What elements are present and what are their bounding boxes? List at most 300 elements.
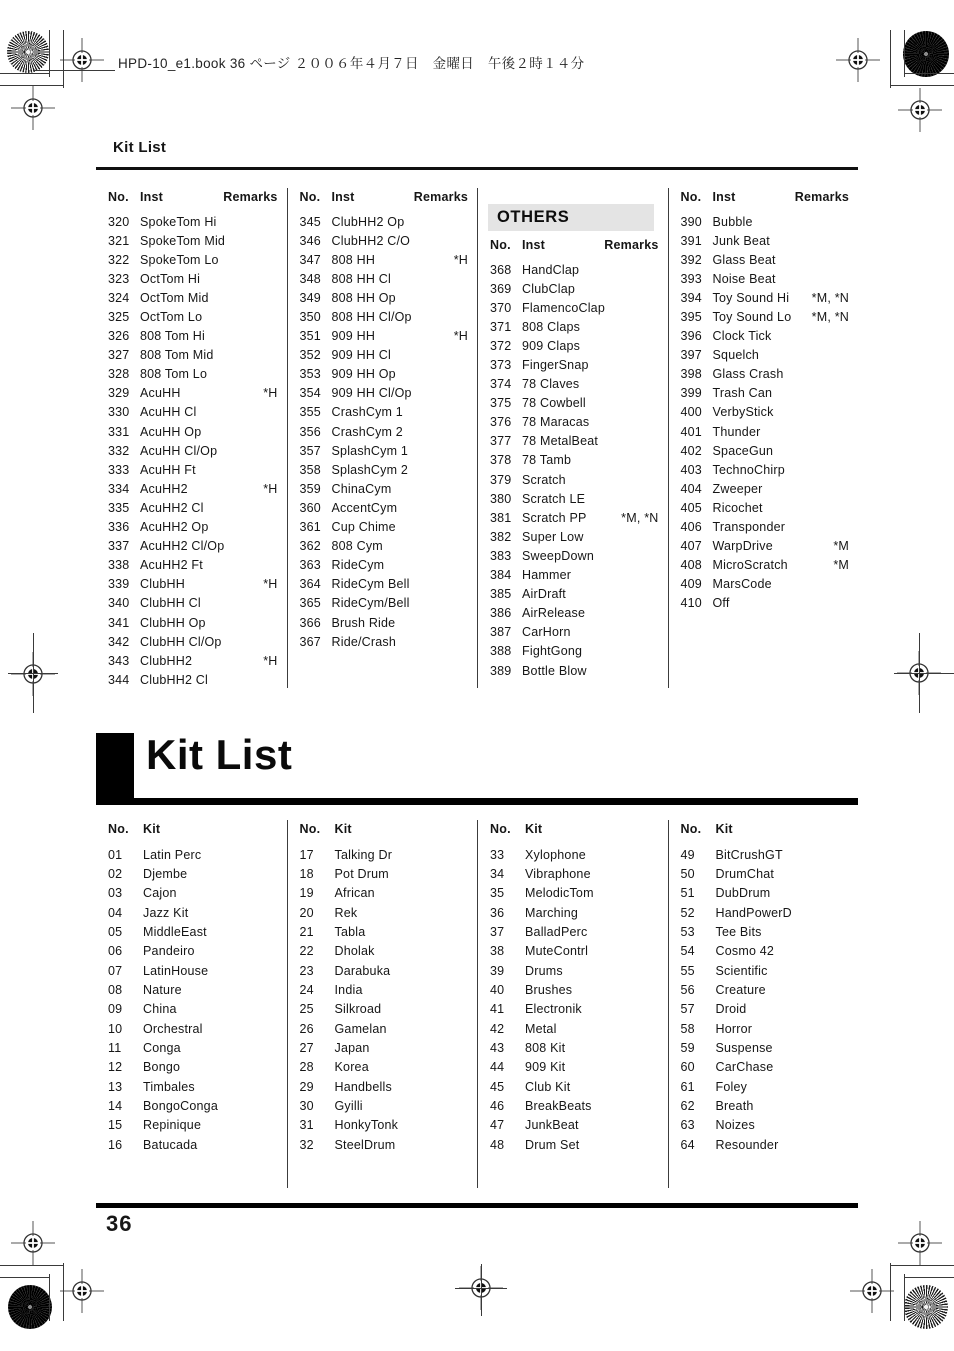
others-heading: OTHERS — [488, 204, 654, 231]
kit-row — [681, 1116, 850, 1135]
inst-name: HandClap — [522, 262, 580, 277]
inst-row — [300, 212, 469, 231]
inst-name: ClubHH2 Op — [331, 214, 405, 229]
kit-name: Drum Set — [525, 1137, 580, 1152]
kit-name: LatinHouse — [143, 963, 209, 978]
inst-remark: *H — [263, 481, 278, 496]
kit-row — [490, 1000, 659, 1019]
inst-name: Glass Beat — [712, 252, 776, 267]
kit-name: Xylophone — [525, 847, 586, 862]
kit-name: 909 Kit — [525, 1060, 566, 1075]
inst-name: Junk Beat — [712, 233, 770, 248]
inst-number: 330 — [108, 405, 130, 420]
inst-name: ClubHH2 Cl — [140, 672, 208, 687]
sunburst-icon — [8, 1285, 52, 1329]
inst-row — [681, 594, 850, 613]
kit-row — [681, 1019, 850, 1038]
inst-row — [681, 365, 850, 384]
inst-row — [108, 498, 278, 517]
kit-name: CarChase — [715, 1060, 774, 1075]
inst-row — [300, 479, 469, 498]
kit-name: Suspense — [715, 1041, 773, 1056]
inst-name: Toy Sound Hi — [712, 290, 790, 305]
kit-name: Cosmo 42 — [715, 944, 775, 959]
inst-number: 405 — [680, 500, 702, 515]
inst-row — [300, 537, 469, 556]
inst-column-4 — [668, 188, 859, 688]
kit-row — [300, 1116, 469, 1135]
inst-name: Bubble — [712, 214, 753, 229]
inst-header-inst: Inst — [712, 190, 736, 204]
inst-row — [490, 260, 659, 279]
inst-number: 402 — [680, 443, 702, 458]
kit-number: 13 — [108, 1079, 123, 1094]
kit-row — [681, 942, 850, 961]
kit-column-4 — [668, 820, 859, 1188]
kit-name: BalladPerc — [525, 925, 588, 940]
crop-mark — [0, 73, 49, 74]
inst-number: 329 — [108, 386, 130, 401]
inst-number: 399 — [680, 386, 702, 401]
kit-name: Korea — [334, 1060, 369, 1075]
kit-name: Handbells — [334, 1079, 392, 1094]
kit-row — [300, 980, 469, 999]
kit-header-no: No. — [490, 822, 511, 836]
inst-remark: *H — [263, 653, 278, 668]
kit-row — [300, 1038, 469, 1057]
inst-number: 380 — [490, 491, 512, 506]
inst-header-remarks: Remarks — [794, 190, 849, 204]
kit-name: Marching — [525, 905, 579, 920]
inst-row — [108, 269, 278, 288]
kit-name: Latin Perc — [143, 847, 202, 862]
kit-number: 45 — [490, 1079, 505, 1094]
kit-row — [490, 961, 659, 980]
kit-row — [300, 942, 469, 961]
inst-name: Scratch — [522, 472, 566, 487]
kit-row — [490, 845, 659, 864]
kit-name: Tee Bits — [715, 925, 762, 940]
inst-row — [300, 365, 469, 384]
inst-column-header — [681, 188, 850, 212]
inst-number: 324 — [108, 290, 130, 305]
inst-number: 392 — [680, 252, 702, 267]
kit-name: African — [334, 886, 375, 901]
inst-name: SplashCym 1 — [331, 443, 409, 458]
kit-number: 22 — [299, 944, 314, 959]
kit-table — [96, 820, 858, 1188]
inst-header-inst: Inst — [331, 190, 355, 204]
inst-number: 401 — [680, 424, 702, 439]
inst-number: 348 — [299, 271, 321, 286]
inst-name: 808 Tom Hi — [140, 329, 205, 344]
inst-number: 341 — [108, 615, 130, 630]
inst-header-no: No. — [680, 190, 702, 204]
kit-number: 24 — [299, 983, 314, 998]
inst-row — [300, 288, 469, 307]
crop-mark — [890, 30, 891, 88]
inst-row — [108, 479, 278, 498]
inst-row — [490, 470, 659, 489]
inst-name: ClubHH Cl/Op — [140, 634, 222, 649]
inst-name: FightGong — [522, 644, 583, 659]
kit-name: Scientific — [715, 963, 768, 978]
kit-name: Repinique — [143, 1118, 202, 1133]
crop-mark — [49, 1274, 50, 1321]
inst-name: Squelch — [712, 348, 760, 363]
kit-column-header — [490, 820, 659, 845]
kit-header-kit: Kit — [143, 822, 161, 836]
kit-row — [108, 1116, 278, 1135]
kit-number: 31 — [299, 1118, 314, 1133]
kit-name: HonkyTonk — [334, 1118, 399, 1133]
crop-mark — [481, 1264, 482, 1316]
inst-name: AcuHH2 — [140, 481, 188, 496]
kit-row — [681, 1038, 850, 1057]
inst-row — [108, 365, 278, 384]
sunburst-icon — [903, 31, 949, 77]
kit-number: 03 — [108, 886, 123, 901]
kit-row — [108, 1058, 278, 1077]
inst-name: 909 HH — [331, 329, 376, 344]
inst-header-no: No. — [108, 190, 129, 204]
kit-name: Gyilli — [334, 1099, 363, 1114]
inst-row — [300, 460, 469, 479]
inst-number: 367 — [299, 634, 321, 649]
footer-rule — [96, 1203, 858, 1208]
kit-row — [490, 1096, 659, 1115]
inst-name: OctTom Hi — [140, 271, 201, 286]
inst-name: ChinaCym — [331, 481, 392, 496]
document-header-text: HPD-10_e1.book 36 ページ ２００６年４月７日 金曜日 午後２時１４分 — [118, 56, 585, 71]
inst-name: AcuHH Ft — [140, 462, 196, 477]
inst-row — [490, 546, 659, 565]
kit-row — [300, 903, 469, 922]
inst-name: RideCym Bell — [331, 577, 410, 592]
inst-number: 373 — [490, 358, 512, 373]
inst-name: Brush Ride — [331, 615, 396, 630]
inst-number: 333 — [108, 462, 130, 477]
inst-name: 808 HH Cl/Op — [331, 310, 412, 325]
inst-number: 378 — [490, 453, 512, 468]
inst-name: 909 HH Cl — [331, 348, 391, 363]
inst-header-no: No. — [299, 190, 321, 204]
inst-number: 335 — [108, 500, 130, 515]
inst-row — [108, 212, 278, 231]
inst-row — [300, 556, 469, 575]
inst-row — [108, 594, 278, 613]
inst-row — [300, 269, 469, 288]
inst-name: Noise Beat — [712, 271, 776, 286]
inst-row — [490, 489, 659, 508]
inst-name: AcuHH Op — [140, 424, 202, 439]
inst-name: RideCym/Bell — [331, 596, 410, 611]
inst-number: 404 — [680, 481, 702, 496]
kit-header-no: No. — [680, 822, 702, 836]
inst-name: 808 HH Cl — [331, 271, 391, 286]
kit-number: 64 — [680, 1137, 695, 1152]
inst-name: Scratch PP — [522, 510, 587, 525]
inst-name: AirDraft — [522, 587, 566, 602]
kit-number: 29 — [299, 1079, 314, 1094]
inst-name: 78 Cowbell — [522, 396, 586, 411]
kit-name: Droid — [715, 1002, 747, 1017]
kit-name: Resounder — [715, 1137, 779, 1152]
kit-number: 21 — [299, 925, 314, 940]
inst-row — [300, 594, 469, 613]
inst-row — [490, 413, 659, 432]
kit-name: Djembe — [143, 867, 188, 882]
kit-name: Tabla — [334, 925, 366, 940]
kit-row — [108, 1096, 278, 1115]
inst-name: SpokeTom Mid — [140, 233, 226, 248]
inst-remark: *M — [833, 558, 849, 573]
inst-number: 377 — [490, 434, 512, 449]
inst-row — [300, 632, 469, 651]
kit-number: 50 — [680, 867, 695, 882]
inst-name: OctTom Mid — [140, 290, 209, 305]
kit-name: Electronik — [525, 1002, 582, 1017]
registration-target-icon — [898, 1221, 942, 1265]
kit-name: Dholak — [334, 944, 375, 959]
kit-name: MelodicTom — [525, 886, 594, 901]
registration-target-icon — [60, 1269, 104, 1313]
inst-number: 393 — [680, 271, 702, 286]
inst-number: 403 — [680, 462, 702, 477]
inst-number: 357 — [299, 443, 321, 458]
inst-row — [300, 422, 469, 441]
inst-number: 343 — [108, 653, 130, 668]
inst-row — [681, 422, 850, 441]
kit-number: 48 — [490, 1137, 505, 1152]
kit-name: Talking Dr — [334, 847, 393, 862]
inst-number: 344 — [108, 672, 130, 687]
crop-mark — [890, 1263, 891, 1321]
inst-row — [490, 585, 659, 604]
kit-row — [300, 1019, 469, 1038]
inst-row — [490, 451, 659, 470]
inst-row — [300, 250, 469, 269]
kit-row — [300, 884, 469, 903]
inst-row — [300, 327, 469, 346]
inst-row — [300, 613, 469, 632]
inst-name: SpokeTom Lo — [140, 252, 219, 267]
inst-number: 368 — [490, 262, 512, 277]
inst-name: AcuHH Cl — [140, 405, 197, 420]
inst-number: 365 — [299, 596, 321, 611]
kit-name: Timbales — [143, 1079, 195, 1094]
kit-number: 41 — [490, 1002, 505, 1017]
inst-number: 360 — [299, 500, 321, 515]
kit-name: Horror — [715, 1021, 753, 1036]
kit-row — [490, 1077, 659, 1096]
inst-name: 808 Tom Lo — [140, 367, 208, 382]
inst-row — [490, 355, 659, 374]
inst-name: ClubClap — [522, 281, 576, 296]
inst-number: 355 — [299, 405, 321, 420]
kit-name: China — [143, 1002, 177, 1017]
inst-number: 389 — [490, 663, 512, 678]
inst-number: 356 — [299, 424, 321, 439]
inst-remark: *H — [263, 386, 278, 401]
inst-header-remarks: Remarks — [223, 190, 278, 204]
inst-name: CarHorn — [522, 625, 571, 640]
inst-name: 808 Tom Mid — [140, 348, 214, 363]
inst-row — [300, 498, 469, 517]
inst-name: 909 Claps — [522, 338, 581, 353]
kit-row — [300, 961, 469, 980]
kit-row — [108, 864, 278, 883]
inst-number: 408 — [680, 558, 702, 573]
kit-header-kit: Kit — [715, 822, 733, 836]
kit-name: MiddleEast — [143, 925, 207, 940]
kit-number: 49 — [680, 847, 695, 862]
inst-row — [681, 327, 850, 346]
inst-column-2 — [287, 188, 478, 688]
inst-row — [300, 346, 469, 365]
inst-row — [300, 307, 469, 326]
kit-row — [490, 922, 659, 941]
inst-row — [681, 498, 850, 517]
inst-row — [108, 250, 278, 269]
kit-number: 43 — [490, 1041, 505, 1056]
inst-header-inst: Inst — [140, 190, 164, 204]
kit-number: 40 — [490, 983, 505, 998]
kit-row — [681, 1058, 850, 1077]
kit-name: DrumChat — [715, 867, 775, 882]
inst-name: OctTom Lo — [140, 310, 203, 325]
inst-number: 331 — [108, 424, 130, 439]
kit-number: 30 — [299, 1099, 314, 1114]
inst-name: SpaceGun — [712, 443, 774, 458]
inst-row — [300, 231, 469, 250]
registration-target-icon — [898, 88, 942, 132]
kit-column-1 — [96, 820, 287, 1188]
inst-number: 385 — [490, 587, 512, 602]
inst-number: 400 — [680, 405, 702, 420]
inst-name: Transponder — [712, 520, 786, 535]
inst-row — [108, 346, 278, 365]
kit-column-header — [681, 820, 850, 845]
kit-row — [681, 1135, 850, 1154]
kit-number: 17 — [299, 847, 314, 862]
kit-name: Bongo — [143, 1060, 181, 1075]
kit-name: Cajon — [143, 886, 177, 901]
kit-name: Jazz Kit — [143, 905, 189, 920]
kit-row — [681, 980, 850, 999]
kit-row — [681, 1077, 850, 1096]
inst-number: 321 — [108, 233, 130, 248]
inst-name: ClubHH Op — [140, 615, 206, 630]
kit-row — [681, 845, 850, 864]
inst-number: 364 — [299, 577, 321, 592]
kit-row — [108, 1077, 278, 1096]
kit-column-3 — [477, 820, 668, 1188]
kit-number: 19 — [299, 886, 314, 901]
kit-number: 28 — [299, 1060, 314, 1075]
crop-mark — [894, 673, 954, 674]
inst-number: 328 — [108, 367, 130, 382]
kit-number: 04 — [108, 905, 123, 920]
kit-name: Drums — [525, 963, 563, 978]
inst-number: 372 — [490, 338, 512, 353]
inst-number: 394 — [680, 290, 702, 305]
section-label: Kit List — [113, 139, 167, 156]
inst-number: 366 — [299, 615, 321, 630]
inst-number: 381 — [490, 510, 512, 525]
kit-row — [108, 903, 278, 922]
inst-name: Hammer — [522, 568, 572, 583]
kit-number: 63 — [680, 1118, 695, 1133]
inst-row — [681, 575, 850, 594]
inst-row — [108, 518, 278, 537]
inst-header-no: No. — [490, 238, 511, 252]
kit-row — [300, 845, 469, 864]
kit-row — [490, 864, 659, 883]
inst-name: Glass Crash — [712, 367, 784, 382]
kit-row — [300, 1058, 469, 1077]
kit-row — [490, 1116, 659, 1135]
inst-number: 345 — [299, 214, 321, 229]
kit-number: 60 — [680, 1060, 695, 1075]
kit-row — [108, 942, 278, 961]
inst-number: 397 — [680, 348, 702, 363]
inst-row — [108, 327, 278, 346]
kit-name: Pot Drum — [334, 867, 389, 882]
kit-name: Conga — [143, 1041, 181, 1056]
kit-row — [681, 961, 850, 980]
kit-row — [300, 922, 469, 941]
kit-row — [490, 980, 659, 999]
inst-number: 359 — [299, 481, 321, 496]
inst-row — [681, 384, 850, 403]
crop-mark — [891, 1265, 954, 1266]
kit-column-2 — [287, 820, 478, 1188]
inst-name: AcuHH2 Cl/Op — [140, 539, 225, 554]
inst-row — [108, 403, 278, 422]
kit-name: Breath — [715, 1099, 754, 1114]
kit-number: 36 — [490, 905, 505, 920]
kit-row — [681, 922, 850, 941]
inst-name: Zweeper — [712, 481, 763, 496]
inst-row — [300, 384, 469, 403]
crop-mark — [905, 73, 954, 74]
inst-number: 323 — [108, 271, 130, 286]
inst-column-1 — [96, 188, 287, 688]
page-number: 36 — [106, 1211, 133, 1236]
inst-row — [490, 298, 659, 317]
kit-row — [300, 1000, 469, 1019]
inst-number: 361 — [299, 520, 321, 535]
inst-row — [681, 269, 850, 288]
crop-mark — [0, 1265, 63, 1266]
inst-number: 370 — [490, 300, 512, 315]
inst-number: 383 — [490, 548, 512, 563]
inst-row — [300, 575, 469, 594]
inst-number: 409 — [680, 577, 702, 592]
crop-mark — [0, 85, 63, 86]
kit-row — [108, 1000, 278, 1019]
kit-name: Darabuka — [334, 963, 391, 978]
inst-name: FlamencoClap — [522, 300, 605, 315]
inst-name: Bottle Blow — [522, 663, 587, 678]
inst-number: 350 — [299, 310, 321, 325]
inst-number: 347 — [299, 252, 321, 267]
inst-name: 78 Tamb — [522, 453, 572, 468]
kit-name: Vibraphone — [525, 867, 591, 882]
kit-number: 33 — [490, 847, 505, 862]
inst-remark: *M, *N — [621, 510, 659, 525]
